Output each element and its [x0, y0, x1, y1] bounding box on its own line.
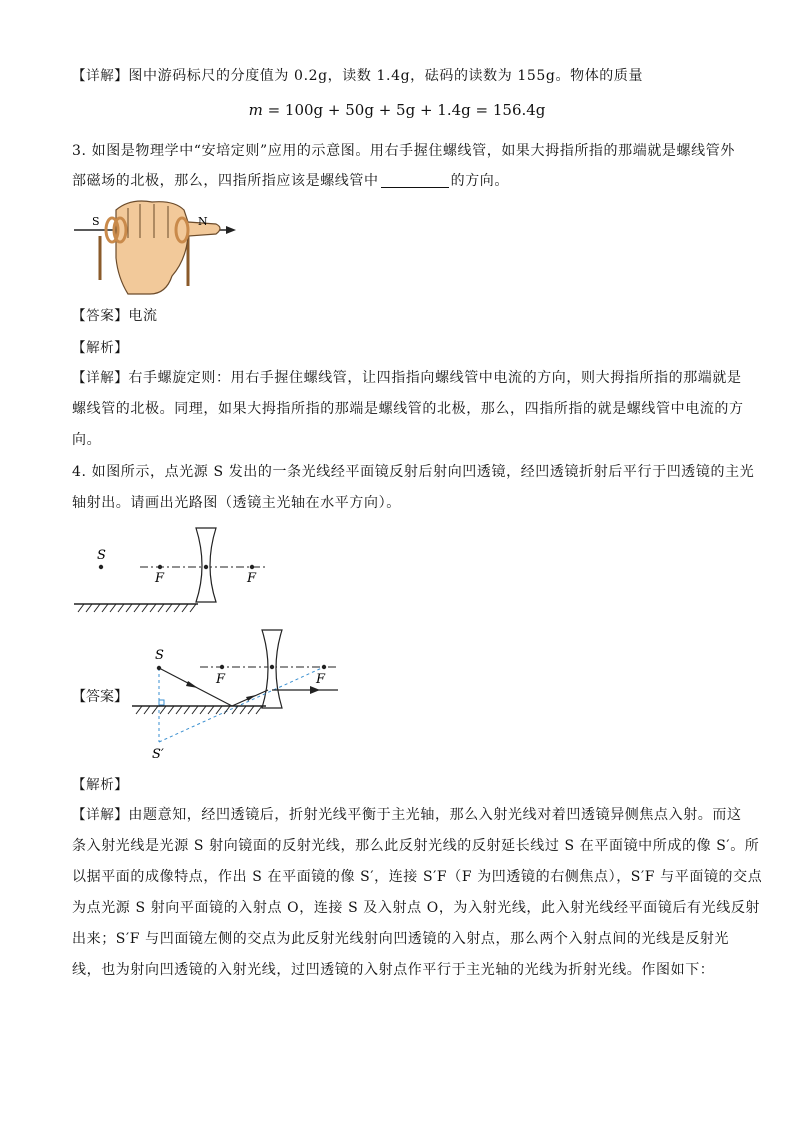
label-f-right: F — [316, 672, 326, 687]
mirror-hatching — [78, 604, 196, 612]
question-3-line-2 — [72, 171, 722, 191]
arrow-head-icon — [186, 681, 198, 688]
lens-center — [270, 665, 274, 669]
question-4-line-1: 4. 如图所示，点光源 S 发出的一条光线经平面镜反射后射向凹透镜，经凹透镜折射后平行于凹透镜的主光 — [72, 464, 755, 480]
detail-4-line-6: 线，也为射向凹透镜的入射光线，过凹透镜的入射点作平行于主光轴的光线为折射光线。作图如下： — [72, 962, 715, 978]
detail-label: 【详解】 — [72, 68, 129, 84]
answer-label-4: 【答案】 — [72, 689, 128, 705]
formula-variable: m — [248, 101, 263, 119]
extension-line — [159, 667, 324, 742]
label-f-left: F — [216, 672, 226, 687]
detail-3-line-1 — [72, 368, 742, 388]
right-hand-rule-figure — [70, 198, 250, 298]
label-f-right: F — [247, 571, 257, 586]
detail-text: 右手螺旋定则：用右手握住螺线管，让四指指向螺线管中电流的方向，则大拇指所指的那端就是 — [128, 370, 742, 386]
mass-formula — [0, 101, 794, 119]
analysis-label-4: 【解析】 — [72, 777, 129, 793]
arrow-head-icon — [246, 695, 256, 701]
right-angle-mark — [159, 700, 164, 705]
detail-4-line-2: 条入射光线是光源 S 射向镜面的反射光线，那么此反射光线的反射延长线过 S 在平面镜中所成的像 S′。所 — [72, 838, 760, 854]
detail-4-line-4: 为点光源 S 射向平面镜的入射点 O，连接 S 及入射点 O，为入射光线，此入射光线经平面镜后有光线反射 — [72, 900, 761, 916]
focus-point-right — [322, 665, 326, 669]
analysis-label-3: 【解析】 — [72, 340, 129, 356]
mirror-hatching — [136, 706, 262, 714]
label-s: S — [97, 548, 106, 563]
question-4-line-2: 轴射出。请画出光路图（透镜主光轴在水平方向）。 — [72, 495, 401, 511]
pole-s-label: S — [92, 215, 100, 228]
question-3-text-a: 部磁场的北极，那么，四指所指应该是螺线管中 — [72, 173, 379, 189]
detail-4-line-1 — [72, 805, 742, 825]
question-3-line-1: 3. 如图是物理学中“安培定则”应用的示意图。用右手握住螺线管，如果大拇指所指的那端就是螺线管外 — [72, 143, 735, 159]
detail-text: 图中游码标尺的分度值为 0.2g，读数 1.4g，砝码的读数为 155g。物体的质量 — [128, 68, 644, 84]
detail-label: 【详解】 — [72, 370, 129, 386]
answer-text: 电流 — [128, 308, 158, 324]
answer-blank[interactable] — [381, 173, 449, 188]
focus-point-left — [220, 665, 224, 669]
detail-paragraph-q2 — [72, 66, 722, 86]
detail-4-line-3: 以据平面的成像特点，作出 S 在平面镜的像 S′，连接 S′F（F 为凹透镜的右侧焦点），S′F 与平面镜的交点 — [72, 869, 763, 885]
formula-expression: = 100g + 50g + 5g + 1.4g = 156.4g — [262, 101, 546, 119]
detail-3-line-3: 向。 — [72, 432, 102, 448]
answer-4-figure — [128, 626, 348, 766]
pole-n-label: N — [198, 215, 208, 228]
answer-3 — [72, 306, 722, 326]
source-point — [157, 666, 161, 670]
detail-label: 【详解】 — [72, 807, 129, 823]
source-point — [99, 565, 103, 569]
label-f-left: F — [155, 571, 165, 586]
detail-4-line-5: 出来；S′F 与凹面镜左侧的交点为此反射光线射向凹透镜的入射点，那么两个入射点间的光线是反射光 — [72, 931, 730, 947]
arrow-head-icon — [226, 226, 236, 234]
lens-center — [204, 565, 208, 569]
focus-point-left — [158, 565, 162, 569]
arrow-head-icon — [310, 686, 320, 694]
label-s: S — [155, 648, 164, 663]
detail-text: 由题意知，经凹透镜后，折射光线平衡于主光轴，那么入射光线对着凹透镜异侧焦点入射。而这 — [128, 807, 742, 823]
label-s-image: S′ — [152, 747, 164, 762]
question-4-figure — [70, 526, 290, 614]
detail-3-line-2: 螺线管的北极。同理，如果大拇指所指的那端是螺线管的北极，那么，四指所指的就是螺线管中电流的方 — [72, 401, 744, 417]
question-3-text-b: 的方向。 — [450, 173, 510, 189]
focus-point-right — [250, 565, 254, 569]
answer-label: 【答案】 — [72, 308, 129, 324]
